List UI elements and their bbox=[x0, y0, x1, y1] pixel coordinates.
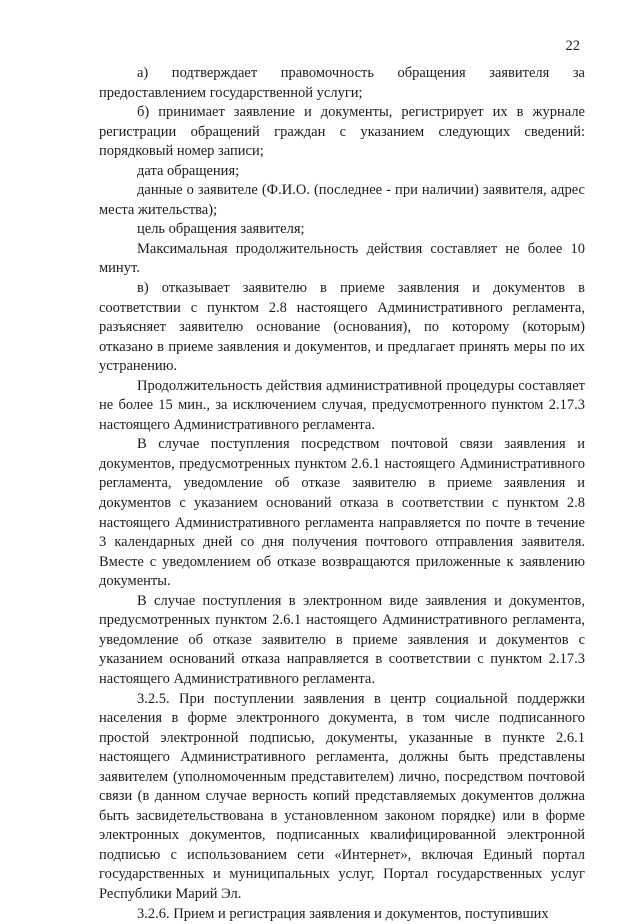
paragraph-a: а) подтверждает правомочность обращения заявителя за предоставлением государственной услуги; bbox=[99, 65, 585, 101]
paragraph-date: дата обращения; bbox=[137, 162, 240, 179]
paragraph-postal-case: В случае поступления посредством почтовой связи заявления и документов, предусмотренных пунктом 2.6.1 настоящего Административного регламента, уведомление об отказе заявителю в приеме заявления и документов с указанием оснований отказа в соответствии с пунктом 2.8 настоящего Административного регламента направляется по почте в течение 3 календарных дней со дня получения почтового отправления заявителя. Вместе с уведомлением об отказе возвращаются приложенные к заявлению документы. bbox=[99, 436, 585, 590]
paragraph-b: б) принимает заявление и документы, регистрирует их в журнале регистрации обращений граждан с указанием следующих сведений: порядковый номер записи; bbox=[99, 104, 585, 160]
paragraph-3-2-6: 3.2.6. Прием и регистрация заявления и документов, поступивших bbox=[137, 905, 549, 922]
paragraph-v-refusal: в) отказывает заявителю в приеме заявления и документов в соответствии с пунктом 2.8 настоящего Административного регламента, разъясняет заявителю основание (основания), по которому (которым) отказано в приеме заявления и документов, и предлагает принять меры по их устранению. bbox=[99, 280, 585, 375]
paragraph-max-duration: Максимальная продолжительность действия составляет не более 10 минут. bbox=[99, 240, 585, 277]
paragraph-procedure-duration: Продолжительность действия административной процедуры составляет не более 15 мин., за исключением случая, предусмотренного пунктом 2.17.3 настоящего Административного регламента. bbox=[99, 377, 585, 433]
paragraph-applicant-data: данные о заявителе (Ф.И.О. (последнее - при наличии) заявителя, адрес места жительства); bbox=[99, 182, 585, 218]
page-body bbox=[99, 64, 585, 924]
page-number: 22 bbox=[565, 38, 580, 54]
paragraph-electronic-case: В случае поступления в электронном виде заявления и документов, предусмотренных пунктом 2.6.1 настоящего Административного регламента, уведомление об отказе заявителю в приеме заявления и документов с указанием оснований отказа направляется в соответствии с пунктом 2.17.3 настоящего Административного регламента. bbox=[99, 592, 585, 687]
paragraph-3-2-5: 3.2.5. При поступлении заявления в центр социальной поддержки населения в форме электронного документа, в том числе подписанного простой электронной подписью, документы, указанные в пункте 2.6.1 настоящего Административного регламента, должны быть представлены заявителем (уполномоченным представителем) лично, посредством почтовой связи (в данном случае верность копий представляемых документов должна быть засвидетельствована в установленном законом порядке) или в форме электронных документов, подписанных квалифицированной электронной подписью с использованием сети «Интернет», включая Единый портал государственных и муниципальных услуг, Портал государственных услуг Республики Марий Эл. bbox=[99, 690, 585, 902]
paragraph-purpose: цель обращения заявителя; bbox=[137, 221, 305, 238]
